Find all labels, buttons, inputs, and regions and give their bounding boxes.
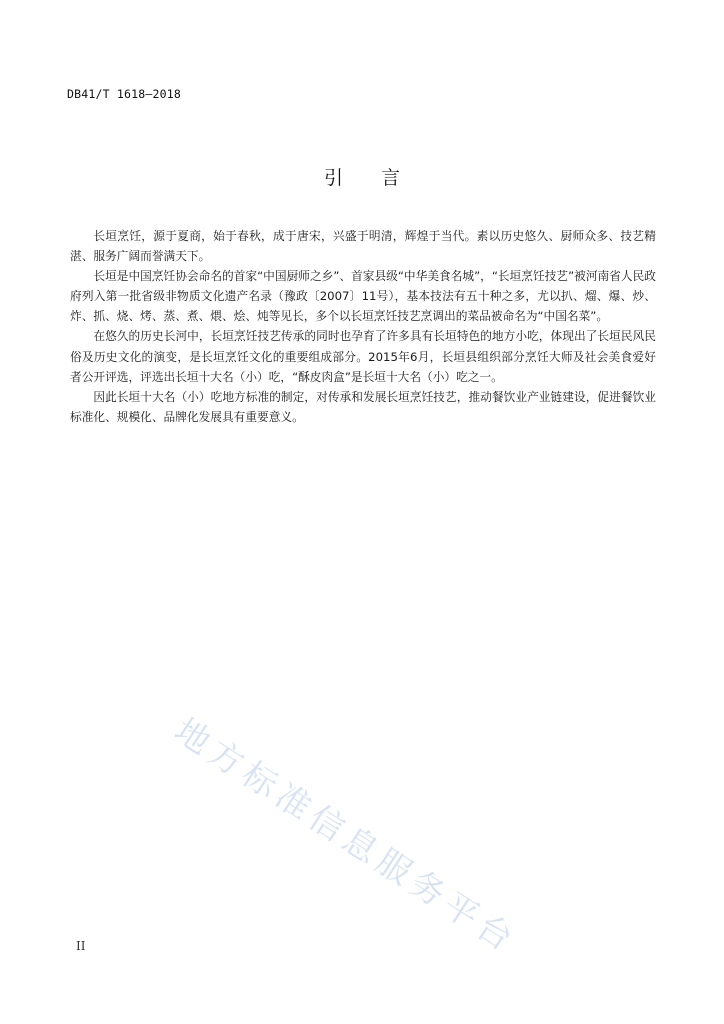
paragraph-1: 长垣烹饪，源于夏商，始于春秋，成于唐宋，兴盛于明清，辉煌于当代。素以历史悠久、厨师众多、技艺精湛、服务广阔而誉满天下。 — [70, 229, 656, 264]
page-title: 引言 — [323, 167, 438, 189]
paragraph-4: 因此长垣十大名（小）吃地方标准的制定，对传承和发展长垣烹饪技艺，推动餐饮业产业链建设，促进餐饮业标准化、规模化、品牌化发展具有重要意义。 — [70, 389, 656, 424]
standard-code: DB41/T 1618—2018 — [67, 87, 181, 101]
paragraph-3: 在悠久的历史长河中，长垣烹饪技艺传承的同时也孕育了许多具有长垣特色的地方小吃，体现出了长垣民风民俗及历史文化的演变，是长垣烹饪文化的重要组成部分。2015年6月，长垣县组织部分烹饪大师及社会美食爱好者公开评选，评选出长垣十大名（小）吃，“酥皮肉盒”是长垣十大名（小）吃之一。 — [70, 329, 656, 384]
document-body — [70, 226, 656, 427]
paragraph-2: 长垣是中国烹饪协会命名的首家“中国厨师之乡”、首家县级“中华美食名城”，“长垣烹饪技艺”被河南省人民政府列入第一批省级非物质文化遗产名录（豫政〔2007〕11号），基本技法有五十种之多，尤以扒、熘、爆、炒、炸、抓、烧、烤、蒸、煮、煨、烩、炖等见长，多个以长垣烹饪技艺烹调出的菜品被命名为“中国名菜”。 — [70, 269, 656, 324]
watermark: 地方标准信息服务平台 — [167, 710, 525, 963]
page-number: II — [76, 939, 86, 953]
